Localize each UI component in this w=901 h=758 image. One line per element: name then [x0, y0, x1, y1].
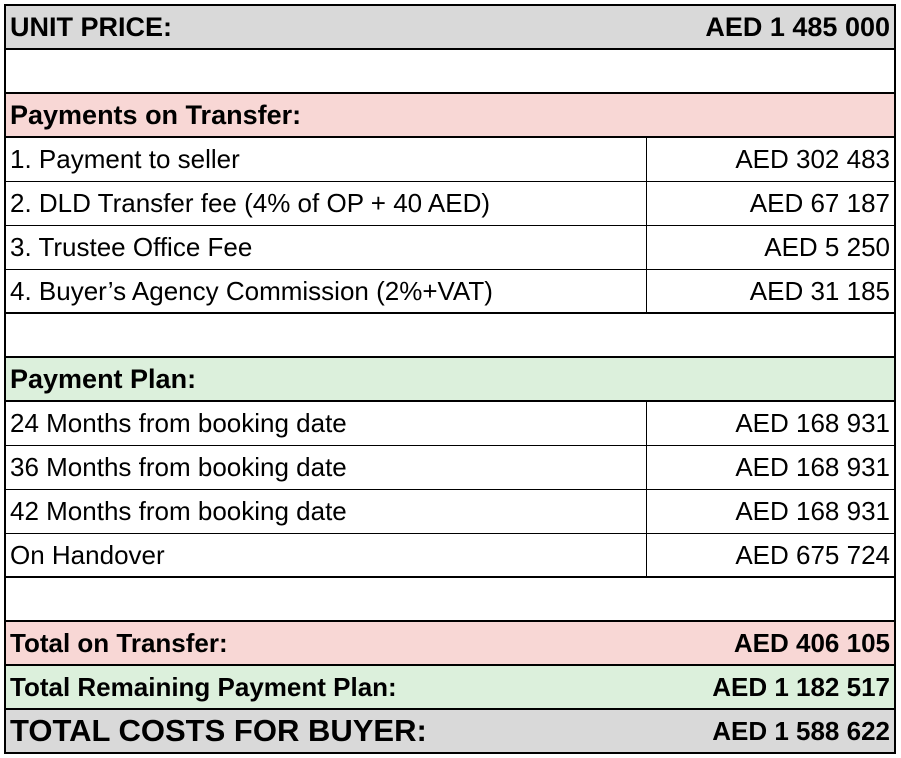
- total-plan-label: Total Remaining Payment Plan:: [10, 671, 397, 702]
- table-row: [6, 490, 894, 534]
- transfer-item-label: 4. Buyer’s Agency Commission (2%+VAT): [6, 270, 647, 312]
- table-row: [6, 182, 894, 226]
- plan-item-label: 36 Months from booking date: [6, 446, 647, 489]
- table-row: [6, 446, 894, 490]
- unit-price-row: [6, 6, 894, 50]
- unit-price-value: AED 1 485 000: [705, 11, 890, 42]
- transfer-item-value: AED 67 187: [749, 188, 890, 218]
- plan-item-value: AED 168 931: [735, 496, 890, 526]
- plan-item-value: AED 675 724: [735, 539, 890, 570]
- table-row: [6, 534, 894, 578]
- plan-heading: Payment Plan:: [10, 363, 197, 394]
- plan-item-value: AED 168 931: [735, 452, 890, 482]
- transfer-item-label: 3. Trustee Office Fee: [6, 226, 647, 269]
- transfer-item-value: AED 5 250: [764, 232, 890, 262]
- transfer-heading-row: [6, 94, 894, 138]
- spacer-row: [6, 578, 894, 622]
- total-costs-label: TOTAL COSTS FOR BUYER:: [10, 713, 427, 748]
- spacer-row: [6, 314, 894, 358]
- total-transfer-label: Total on Transfer:: [10, 627, 228, 658]
- cost-breakdown-table: [4, 4, 896, 754]
- total-costs-value: AED 1 588 622: [712, 715, 890, 746]
- transfer-item-value: AED 302 483: [735, 144, 890, 174]
- plan-item-label: 42 Months from booking date: [6, 490, 647, 533]
- table-row: [6, 402, 894, 446]
- transfer-item-value: AED 31 185: [749, 275, 890, 306]
- plan-heading-row: [6, 358, 894, 402]
- plan-item-label: On Handover: [6, 534, 647, 576]
- spacer-row: [6, 50, 894, 94]
- transfer-item-label: 1. Payment to seller: [6, 138, 647, 181]
- total-transfer-value: AED 406 105: [733, 627, 890, 658]
- total-costs-row: [6, 710, 894, 754]
- plan-item-label: 24 Months from booking date: [6, 402, 647, 445]
- table-row: [6, 226, 894, 270]
- transfer-item-label: 2. DLD Transfer fee (4% of OP + 40 AED): [6, 182, 647, 225]
- unit-price-label: UNIT PRICE:: [10, 11, 172, 42]
- total-plan-value: AED 1 182 517: [712, 671, 890, 702]
- transfer-heading: Payments on Transfer:: [10, 99, 302, 130]
- total-transfer-row: [6, 622, 894, 666]
- table-row: [6, 138, 894, 182]
- total-plan-row: [6, 666, 894, 710]
- table-row: [6, 270, 894, 314]
- plan-item-value: AED 168 931: [735, 408, 890, 438]
